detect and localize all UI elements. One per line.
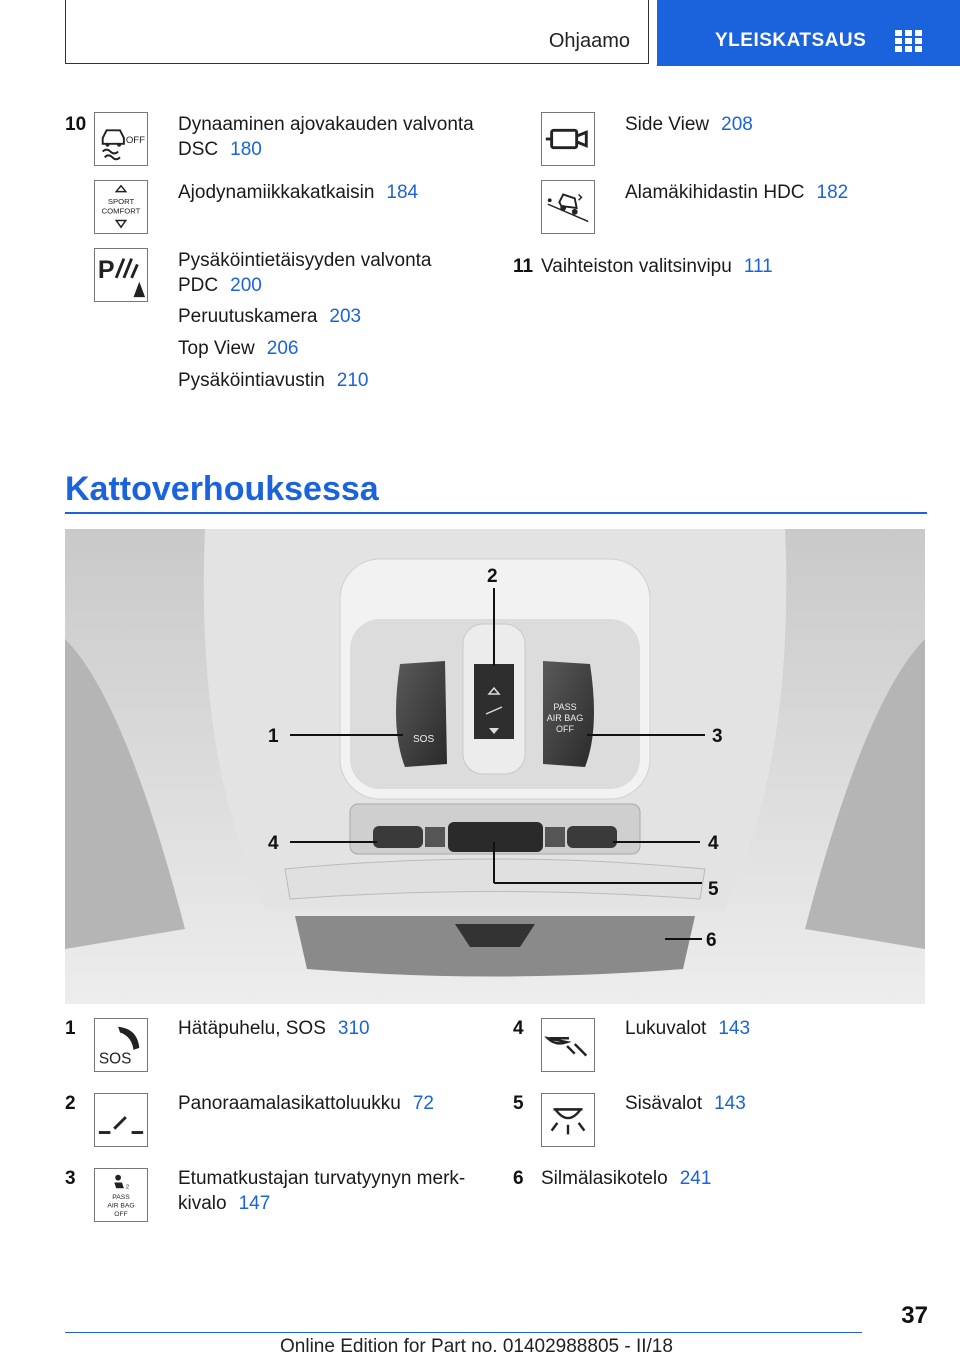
page-link[interactable]: 200: [230, 275, 262, 296]
item-number: 1: [65, 1018, 76, 1039]
callout-4-left: 4: [268, 833, 279, 854]
item-dsc-label: Dynaaminen ajovakauden valvonta DSC 180: [178, 114, 474, 160]
item-sport-label: Ajodynamiikkakatkaisin 184: [178, 182, 419, 203]
callout-3: 3: [712, 726, 723, 747]
page-link[interactable]: 184: [386, 182, 419, 203]
dsc-off-icon: [94, 112, 148, 166]
page-link[interactable]: 143: [714, 1093, 746, 1114]
callout-6: 6: [706, 930, 717, 951]
page-link[interactable]: 310: [337, 1018, 370, 1039]
reading-light-icon: [541, 1018, 595, 1072]
side-view-camera-icon: [541, 112, 595, 166]
item-number: 10: [65, 114, 87, 135]
hdc-icon: [541, 180, 595, 234]
svg-text:2: 2: [125, 1184, 130, 1191]
item-airbag-indicator: Etumatkustajan turvatyynyn merk‐ kivalo 147: [178, 1168, 466, 1214]
page-link[interactable]: 182: [816, 182, 849, 203]
page-link[interactable]: 241: [679, 1168, 712, 1189]
pdc-icon: [94, 248, 148, 302]
page-link[interactable]: 203: [329, 306, 362, 327]
item-number: 11: [513, 256, 534, 277]
svg-text:OFF: OFF: [125, 134, 146, 146]
interior-light-icon: [541, 1093, 595, 1147]
item-number: 3: [65, 1168, 76, 1189]
item-number: 6: [513, 1168, 524, 1189]
svg-text:PASS: PASS: [553, 702, 577, 712]
item-number: 2: [65, 1093, 76, 1114]
svg-text:OFF: OFF: [556, 724, 574, 734]
page-link[interactable]: 210: [336, 370, 369, 391]
item-gear-selector: Vaihteiston valitsinvipu 111: [541, 256, 773, 277]
footer-edition-text: Online Edition for Part no. 01402988805 - II/18: [280, 1336, 673, 1357]
svg-text:SOS: SOS: [98, 1050, 132, 1068]
page-link[interactable]: 143: [718, 1018, 751, 1039]
sunroof-icon: [94, 1093, 148, 1147]
page-link[interactable]: 147: [238, 1193, 271, 1214]
item-reverse-camera: Peruutuskamera 203: [178, 306, 362, 327]
callout-4-right: 4: [708, 833, 719, 854]
svg-text:P: P: [97, 255, 115, 284]
page-number: 37: [901, 1302, 928, 1329]
overview-tab-label: YLEISKATSAUS: [715, 30, 867, 51]
item-number: 5: [513, 1093, 524, 1114]
page-link[interactable]: 206: [266, 338, 299, 359]
section-divider: [65, 512, 927, 514]
svg-text:AIR BAG: AIR BAG: [546, 713, 584, 723]
svg-text:COMFORT: COMFORT: [101, 206, 141, 216]
overview-tab[interactable]: [657, 0, 960, 66]
svg-text:OFF: OFF: [114, 1211, 128, 1219]
item-sunroof: Panoraamalasikattoluukku 72: [178, 1093, 434, 1114]
item-number: 4: [513, 1018, 524, 1039]
item-park-assist: Pysäköintiavustin 210: [178, 370, 369, 391]
sos-icon: [94, 1018, 148, 1072]
page-link[interactable]: 180: [230, 139, 262, 160]
page-link[interactable]: 111: [743, 256, 773, 277]
svg-text:SPORT: SPORT: [107, 197, 135, 207]
item-hdc: Alamäkihidastin HDC 182: [625, 182, 849, 203]
item-top-view: Top View 206: [178, 338, 299, 359]
grid-icon: [895, 30, 922, 52]
callout-5: 5: [708, 879, 719, 900]
section-title-header: Ohjaamo: [548, 30, 630, 52]
item-side-view: Side View 208: [625, 114, 753, 135]
item-pdc-label: Pysäköintietäisyyden valvonta PDC 200: [178, 250, 432, 296]
passenger-airbag-off-icon: [94, 1168, 148, 1222]
callout-1: 1: [268, 726, 279, 747]
item-reading-lights: Lukuvalot 143: [625, 1018, 751, 1039]
page-link[interactable]: 72: [412, 1093, 434, 1114]
svg-text:AIR BAG: AIR BAG: [107, 1202, 135, 1210]
roof-console-photo: [65, 529, 925, 1004]
svg-text:SOS: SOS: [413, 734, 435, 745]
sport-comfort-icon: [94, 180, 148, 234]
item-interior-lights: Sisävalot 143: [625, 1093, 746, 1114]
item-glasses-case: Silmälasikotelo 241: [541, 1168, 712, 1189]
footer-divider: [65, 1332, 862, 1333]
section-heading: Kattoverhouksessa: [65, 470, 379, 508]
item-sos: Hätäpuhelu, SOS 310: [178, 1018, 370, 1039]
page-link[interactable]: 208: [721, 114, 753, 135]
callout-2: 2: [487, 566, 498, 587]
svg-text:PASS: PASS: [112, 1193, 130, 1201]
